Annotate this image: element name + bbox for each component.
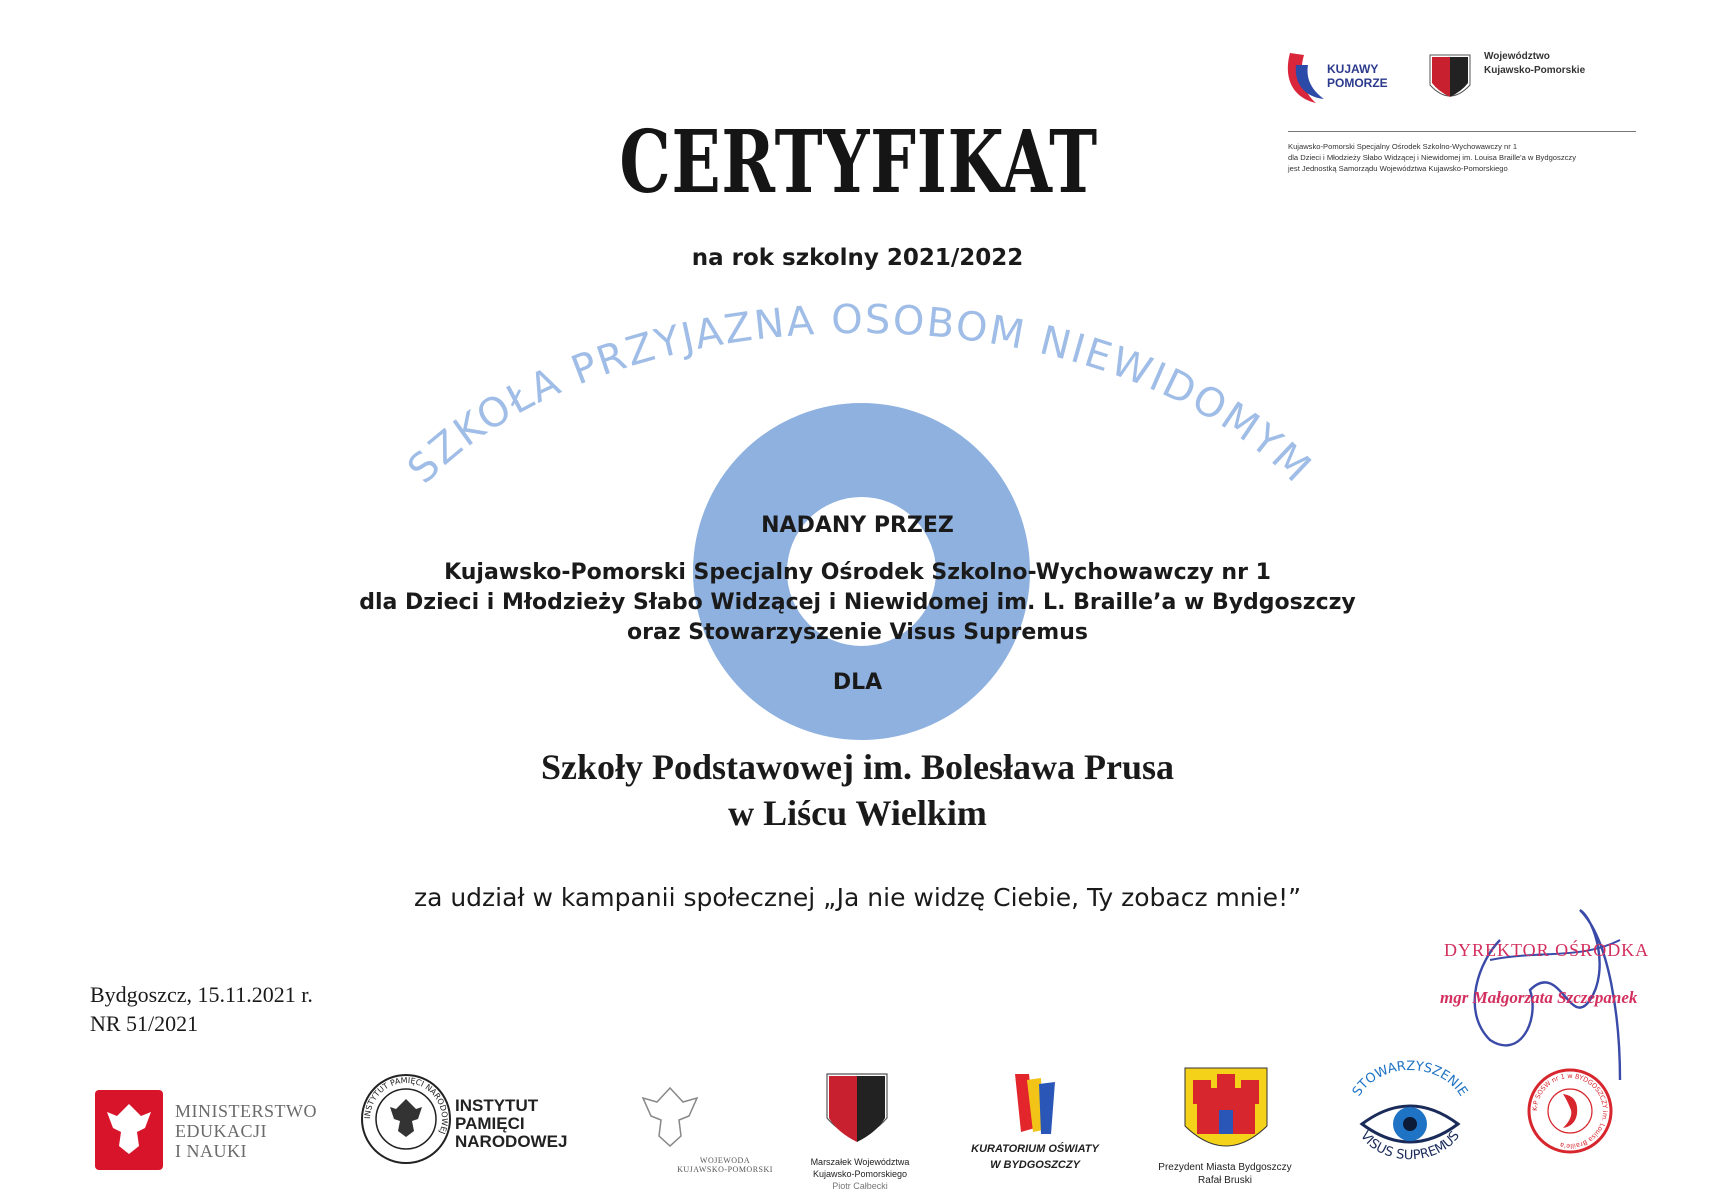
director-stamp-name: mgr Małgorzata Szczepanek <box>1440 988 1638 1007</box>
header-note-line: jest Jednostką Samorządu Województwa Kujawsko-Pomorskiego <box>1288 164 1508 173</box>
kujawsko-pomorskie-line: Kujawsko-Pomorskie <box>1484 65 1586 76</box>
marszalek-herb-icon <box>825 1072 889 1148</box>
men-line: I NAUKI <box>175 1141 247 1161</box>
place-date: Bydgoszcz, 15.11.2021 r. <box>90 982 313 1007</box>
for-label: DLA <box>832 670 883 695</box>
men-line: MINISTERSTWO <box>175 1101 317 1121</box>
recipient-line: w Liścu Wielkim <box>728 793 987 833</box>
header-note-line: Kujawsko-Pomorski Specjalny Ośrodek Szkolno-Wychowawczy nr 1 <box>1288 142 1518 151</box>
granted-by-label: NADANY PRZEZ <box>761 513 954 538</box>
organization-line: dla Dzieci i Młodzieży Słabo Widzącej i Niewidomej im. L. Braille’a w Bydgoszczy <box>359 590 1356 615</box>
marszalek-text <box>770 1156 950 1192</box>
visus-supremus-logo <box>1340 1060 1480 1170</box>
certificate-title: CERTYFIKAT <box>619 112 1098 213</box>
ipn-ring-text: INSTYTUT PAMIĘCI NARODOWEJ <box>362 1075 450 1136</box>
header-note-line: dla Dzieci i Młodzieży Słabo Widzącej i Niewidomej im. Louisa Braille'a w Bydgoszczy <box>1288 153 1577 162</box>
ipn-line: PAMIĘCI <box>455 1114 525 1133</box>
kujawy-pomorze-text <box>1327 62 1388 90</box>
kuratorium-book-icon <box>1005 1068 1065 1140</box>
marszalek-line: Marszałek Województwa <box>810 1157 910 1167</box>
kujawy-line: KUJAWY <box>1327 62 1379 76</box>
wojewoda-line: WOJEWODA <box>699 1156 751 1165</box>
sosw-ring-text: K-P SOSW nr 1 w BYDGOSZCZY im. Louisa Braille'a <box>1530 1071 1610 1151</box>
award-reason: za udział w kampanii społecznej „Ja nie widzę Ciebie, Ty zobacz mnie!” <box>413 883 1302 912</box>
kuratorium-text <box>960 1141 1110 1173</box>
ipn-text <box>455 1097 567 1151</box>
certificate-number: NR 51/2021 <box>90 1011 199 1036</box>
sosw-logo <box>1527 1068 1613 1154</box>
wojewoda-line: KUJAWSKO-POMORSKI <box>677 1165 773 1174</box>
marszalek-line: Piotr Całbecki <box>832 1181 888 1191</box>
eagle-emblem-icon <box>95 1090 163 1170</box>
arc-slogan: SZKOŁA PRZYJAZNA OSOBOM NIEWIDOMYM <box>399 296 1321 493</box>
wojewodztwo-text <box>1484 50 1585 78</box>
visus-top-text: STOWARZYSZENIE <box>1349 1060 1471 1100</box>
organization-line: oraz Stowarzyszenie Visus Supremus <box>627 620 1088 645</box>
wojewodztwo-herb-logo <box>1430 55 1470 97</box>
granting-organization <box>0 558 1715 648</box>
visus-bottom-text: VISUS SUPREMUS <box>1357 1128 1463 1164</box>
bydgoszcz-herb-icon <box>1183 1066 1269 1160</box>
kuratorium-line: W BYDGOSZCZY <box>990 1159 1080 1171</box>
ipn-line: NARODOWEJ <box>455 1132 568 1151</box>
recipient-line: Szkoły Podstawowej im. Bolesława Prusa <box>541 747 1174 787</box>
pomorze-line: POMORZE <box>1327 76 1388 90</box>
ministerstwo-text <box>175 1101 317 1161</box>
wojewodztwo-line: Województwo <box>1484 51 1550 62</box>
prezydent-line: Rafał Bruski <box>1198 1175 1252 1186</box>
prezydent-text <box>1140 1161 1310 1187</box>
recipient-school <box>0 744 1715 836</box>
school-year: na rok szkolny 2021/2022 <box>691 245 1024 271</box>
men-line: EDUKACJI <box>175 1121 267 1141</box>
place-and-number <box>90 980 313 1038</box>
marszalek-line: Kujawsko-Pomorskiego <box>812 1169 908 1179</box>
director-stamp-title: DYREKTOR OŚRODKA <box>1444 940 1650 960</box>
prezydent-line: Prezydent Miasta Bydgoszczy <box>1158 1162 1292 1173</box>
ipn-seal-icon <box>360 1073 452 1165</box>
organization-line: Kujawsko-Pomorski Specjalny Ośrodek Szkolno-Wychowawczy nr 1 <box>444 560 1271 585</box>
kujawy-pomorze-logo <box>1288 53 1324 103</box>
kuratorium-line: KURATORIUM OŚWIATY <box>971 1143 1099 1155</box>
ipn-line: INSTYTUT <box>455 1096 539 1115</box>
wojewoda-eagle-icon <box>635 1080 705 1152</box>
